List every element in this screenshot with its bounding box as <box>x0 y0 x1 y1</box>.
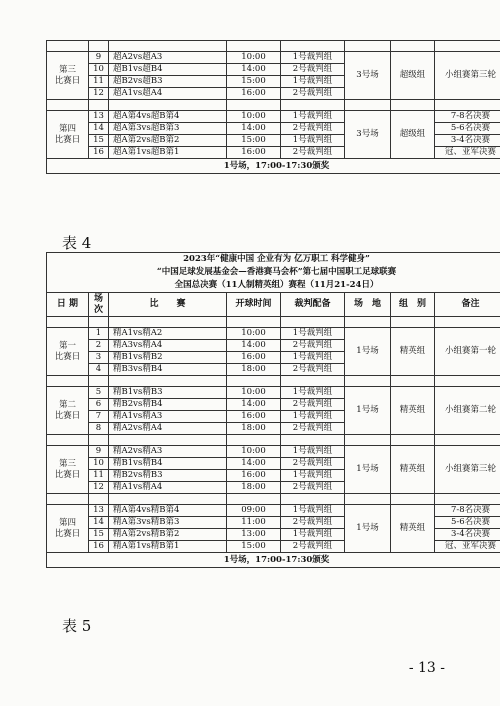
group-cell: 精英组 <box>391 387 435 435</box>
match-row <box>47 52 500 64</box>
day-cell: 第二 比赛日 <box>47 387 89 435</box>
gap-cell <box>47 317 89 328</box>
gap-cell <box>89 435 109 446</box>
match-number: 11 <box>89 76 109 88</box>
gap-cell <box>435 494 500 505</box>
gap-cell <box>281 435 345 446</box>
match-name: 精B2vs精B3 <box>109 470 227 482</box>
match-number: 2 <box>89 340 109 352</box>
gap-cell <box>109 376 227 387</box>
note-cell: 5-6名决赛 <box>435 123 500 135</box>
match-name: 超A第4vs超B第4 <box>109 111 227 123</box>
match-number: 9 <box>89 52 109 64</box>
footer-row <box>47 553 500 568</box>
gap-cell <box>281 494 345 505</box>
match-name: 超A第3vs超B第3 <box>109 123 227 135</box>
gap-cell <box>227 100 281 111</box>
kickoff-time: 14:00 <box>227 123 281 135</box>
gap-cell <box>227 494 281 505</box>
gap-row <box>47 435 500 446</box>
gap-cell <box>227 41 281 52</box>
match-name: 精A1vs精A3 <box>109 411 227 423</box>
note-cell: 小组赛第三轮 <box>435 52 500 100</box>
referee-group: 2号裁判组 <box>281 399 345 411</box>
gap-cell <box>89 41 109 52</box>
match-number: 8 <box>89 423 109 435</box>
day-cell: 第三 比赛日 <box>47 446 89 494</box>
kickoff-time: 09:00 <box>227 505 281 517</box>
table-label-5: 表 5 <box>62 617 92 635</box>
day-cell: 第四 比赛日 <box>47 505 89 553</box>
gap-row <box>47 41 500 52</box>
match-name: 精A3vs精A4 <box>109 340 227 352</box>
group-cell: 精英组 <box>391 446 435 494</box>
venue-cell: 1号场 <box>345 505 391 553</box>
referee-group: 1号裁判组 <box>281 387 345 399</box>
table-label-4: 表 4 <box>62 234 92 252</box>
gap-cell <box>391 317 435 328</box>
venue-cell: 3号场 <box>345 111 391 159</box>
gap-cell <box>227 317 281 328</box>
gap-cell <box>391 376 435 387</box>
kickoff-time: 15:00 <box>227 541 281 553</box>
match-name: 精A第1vs精B第1 <box>109 541 227 553</box>
match-name: 精A1vs精A2 <box>109 328 227 340</box>
match-name: 精B1vs精B4 <box>109 458 227 470</box>
referee-group: 2号裁判组 <box>281 64 345 76</box>
kickoff-time: 11:00 <box>227 517 281 529</box>
match-number: 15 <box>89 529 109 541</box>
match-number: 11 <box>89 470 109 482</box>
match-row <box>47 387 500 399</box>
kickoff-time: 14:00 <box>227 458 281 470</box>
match-number: 10 <box>89 64 109 76</box>
referee-group: 1号裁判组 <box>281 446 345 458</box>
referee-group: 2号裁判组 <box>281 364 345 376</box>
referee-group: 2号裁判组 <box>281 147 345 159</box>
award-ceremony-note: 1号场，17:00-17:30颁奖 <box>47 553 500 568</box>
referee-group: 1号裁判组 <box>281 529 345 541</box>
referee-group: 1号裁判组 <box>281 411 345 423</box>
gap-cell <box>109 41 227 52</box>
match-row <box>47 505 500 517</box>
header-venue: 场 地 <box>345 293 391 317</box>
header-row <box>47 293 500 317</box>
gap-cell <box>281 100 345 111</box>
referee-group: 1号裁判组 <box>281 111 345 123</box>
kickoff-time: 10:00 <box>227 446 281 458</box>
note-cell: 5-6名决赛 <box>435 517 500 529</box>
gap-row <box>47 100 500 111</box>
gap-cell <box>109 494 227 505</box>
kickoff-time: 10:00 <box>227 328 281 340</box>
referee-group: 2号裁判组 <box>281 340 345 352</box>
match-name: 精B1vs精B3 <box>109 387 227 399</box>
group-cell: 精英组 <box>391 328 435 376</box>
kickoff-time: 18:00 <box>227 423 281 435</box>
gap-cell <box>435 376 500 387</box>
gap-cell <box>281 376 345 387</box>
note-cell: 7-8名决赛 <box>435 505 500 517</box>
title-row <box>47 279 500 293</box>
match-name: 超A第2vs超B第2 <box>109 135 227 147</box>
table-title-line: “中国足球发展基金会—香港赛马会杯”第七届中国职工足球联赛 <box>47 266 500 279</box>
referee-group: 2号裁判组 <box>281 541 345 553</box>
venue-cell: 1号场 <box>345 387 391 435</box>
header-kickoff: 开球时间 <box>227 293 281 317</box>
gap-cell <box>391 494 435 505</box>
gap-cell <box>47 100 89 111</box>
group-cell: 超级组 <box>391 111 435 159</box>
gap-cell <box>345 376 391 387</box>
referee-group: 2号裁判组 <box>281 88 345 100</box>
kickoff-time: 16:00 <box>227 352 281 364</box>
match-name: 精A第4vs精B第4 <box>109 505 227 517</box>
gap-cell <box>345 494 391 505</box>
kickoff-time: 14:00 <box>227 399 281 411</box>
gap-cell <box>391 100 435 111</box>
gap-cell <box>89 317 109 328</box>
match-name: 超B1vs超B4 <box>109 64 227 76</box>
gap-cell <box>391 41 435 52</box>
kickoff-time: 16:00 <box>227 88 281 100</box>
match-name: 精A第2vs精B第2 <box>109 529 227 541</box>
gap-cell <box>47 494 89 505</box>
match-name: 超B2vs超B3 <box>109 76 227 88</box>
match-name: 超A第1vs超B第1 <box>109 147 227 159</box>
title-row <box>47 253 500 267</box>
match-name: 精A2vs精A3 <box>109 446 227 458</box>
match-name: 精B2vs精B4 <box>109 399 227 411</box>
kickoff-time: 16:00 <box>227 147 281 159</box>
header-match: 比 赛 <box>109 293 227 317</box>
header-referee: 裁判配备 <box>281 293 345 317</box>
gap-cell <box>109 317 227 328</box>
match-number: 16 <box>89 147 109 159</box>
match-number: 15 <box>89 135 109 147</box>
gap-cell <box>227 376 281 387</box>
header-note: 备注 <box>435 293 500 317</box>
page-number: - 13 - <box>408 660 445 676</box>
kickoff-time: 18:00 <box>227 482 281 494</box>
gap-cell <box>109 435 227 446</box>
gap-cell <box>47 376 89 387</box>
match-row <box>47 111 500 123</box>
match-number: 5 <box>89 387 109 399</box>
gap-row <box>47 317 500 328</box>
footer-row <box>47 159 500 174</box>
gap-cell <box>47 435 89 446</box>
kickoff-time: 15:00 <box>227 76 281 88</box>
group-cell: 超级组 <box>391 52 435 100</box>
match-number: 4 <box>89 364 109 376</box>
gap-row <box>47 494 500 505</box>
gap-cell <box>89 100 109 111</box>
gap-cell <box>227 435 281 446</box>
referee-group: 1号裁判组 <box>281 470 345 482</box>
referee-group: 1号裁判组 <box>281 52 345 64</box>
match-number: 10 <box>89 458 109 470</box>
note-cell: 3-4名决赛 <box>435 529 500 541</box>
match-name: 超A1vs超A4 <box>109 88 227 100</box>
match-number: 6 <box>89 399 109 411</box>
match-row <box>47 328 500 340</box>
title-row <box>47 266 500 279</box>
kickoff-time: 13:00 <box>227 529 281 541</box>
match-number: 1 <box>89 328 109 340</box>
gap-cell <box>435 41 500 52</box>
gap-cell <box>345 41 391 52</box>
match-number: 12 <box>89 88 109 100</box>
top-schedule-table <box>46 40 500 174</box>
note-cell: 3-4名决赛 <box>435 135 500 147</box>
match-number: 14 <box>89 517 109 529</box>
group-cell: 精英组 <box>391 505 435 553</box>
kickoff-time: 10:00 <box>227 387 281 399</box>
referee-group: 1号裁判组 <box>281 76 345 88</box>
match-number: 9 <box>89 446 109 458</box>
kickoff-time: 14:00 <box>227 340 281 352</box>
kickoff-time: 10:00 <box>227 111 281 123</box>
match-number: 14 <box>89 123 109 135</box>
match-number: 3 <box>89 352 109 364</box>
venue-cell: 1号场 <box>345 328 391 376</box>
kickoff-time: 16:00 <box>227 411 281 423</box>
gap-cell <box>89 376 109 387</box>
referee-group: 1号裁判组 <box>281 505 345 517</box>
table-title-line: 全国总决赛（11人制精英组）赛程（11月21-24日） <box>47 279 500 293</box>
note-cell: 小组赛第三轮 <box>435 446 500 494</box>
table-title-line: 2023年“健康中国 企业有为 亿万职工 科学健身” <box>47 253 500 267</box>
match-number: 16 <box>89 541 109 553</box>
match-number: 13 <box>89 111 109 123</box>
referee-group: 1号裁判组 <box>281 328 345 340</box>
kickoff-time: 18:00 <box>227 364 281 376</box>
referee-group: 1号裁判组 <box>281 135 345 147</box>
gap-cell <box>109 100 227 111</box>
note-cell: 冠、亚军决赛 <box>435 541 500 553</box>
venue-cell: 3号场 <box>345 52 391 100</box>
match-name: 精A1vs精A4 <box>109 482 227 494</box>
kickoff-time: 14:00 <box>227 64 281 76</box>
day-cell: 第一 比赛日 <box>47 328 89 376</box>
gap-cell <box>435 317 500 328</box>
match-name: 超A2vs超A3 <box>109 52 227 64</box>
main-schedule-table <box>46 252 500 568</box>
header-match-number: 场 次 <box>89 293 109 317</box>
match-number: 7 <box>89 411 109 423</box>
gap-cell <box>281 317 345 328</box>
gap-cell <box>47 41 89 52</box>
referee-group: 2号裁判组 <box>281 482 345 494</box>
gap-cell <box>345 435 391 446</box>
note-cell: 冠、亚军决赛 <box>435 147 500 159</box>
referee-group: 2号裁判组 <box>281 123 345 135</box>
note-cell: 小组赛第二轮 <box>435 387 500 435</box>
referee-group: 2号裁判组 <box>281 458 345 470</box>
kickoff-time: 10:00 <box>227 52 281 64</box>
referee-group: 1号裁判组 <box>281 352 345 364</box>
kickoff-time: 15:00 <box>227 135 281 147</box>
match-name: 精B1vs精B2 <box>109 352 227 364</box>
referee-group: 2号裁判组 <box>281 517 345 529</box>
gap-cell <box>435 100 500 111</box>
day-cell: 第三 比赛日 <box>47 52 89 100</box>
match-number: 12 <box>89 482 109 494</box>
gap-cell <box>345 100 391 111</box>
kickoff-time: 16:00 <box>227 470 281 482</box>
gap-cell <box>345 317 391 328</box>
note-cell: 小组赛第一轮 <box>435 328 500 376</box>
match-name: 精A2vs精A4 <box>109 423 227 435</box>
referee-group: 2号裁判组 <box>281 423 345 435</box>
note-cell: 7-8名决赛 <box>435 111 500 123</box>
header-date: 日 期 <box>47 293 89 317</box>
venue-cell: 1号场 <box>345 446 391 494</box>
match-number: 13 <box>89 505 109 517</box>
day-cell: 第四 比赛日 <box>47 111 89 159</box>
gap-cell <box>435 435 500 446</box>
match-name: 精A第3vs精B第3 <box>109 517 227 529</box>
match-name: 精B3vs精B4 <box>109 364 227 376</box>
gap-cell <box>89 494 109 505</box>
gap-cell <box>281 41 345 52</box>
match-row <box>47 446 500 458</box>
gap-cell <box>391 435 435 446</box>
gap-row <box>47 376 500 387</box>
award-ceremony-note: 1号场，17:00-17:30颁奖 <box>47 159 500 174</box>
header-group: 组 别 <box>391 293 435 317</box>
